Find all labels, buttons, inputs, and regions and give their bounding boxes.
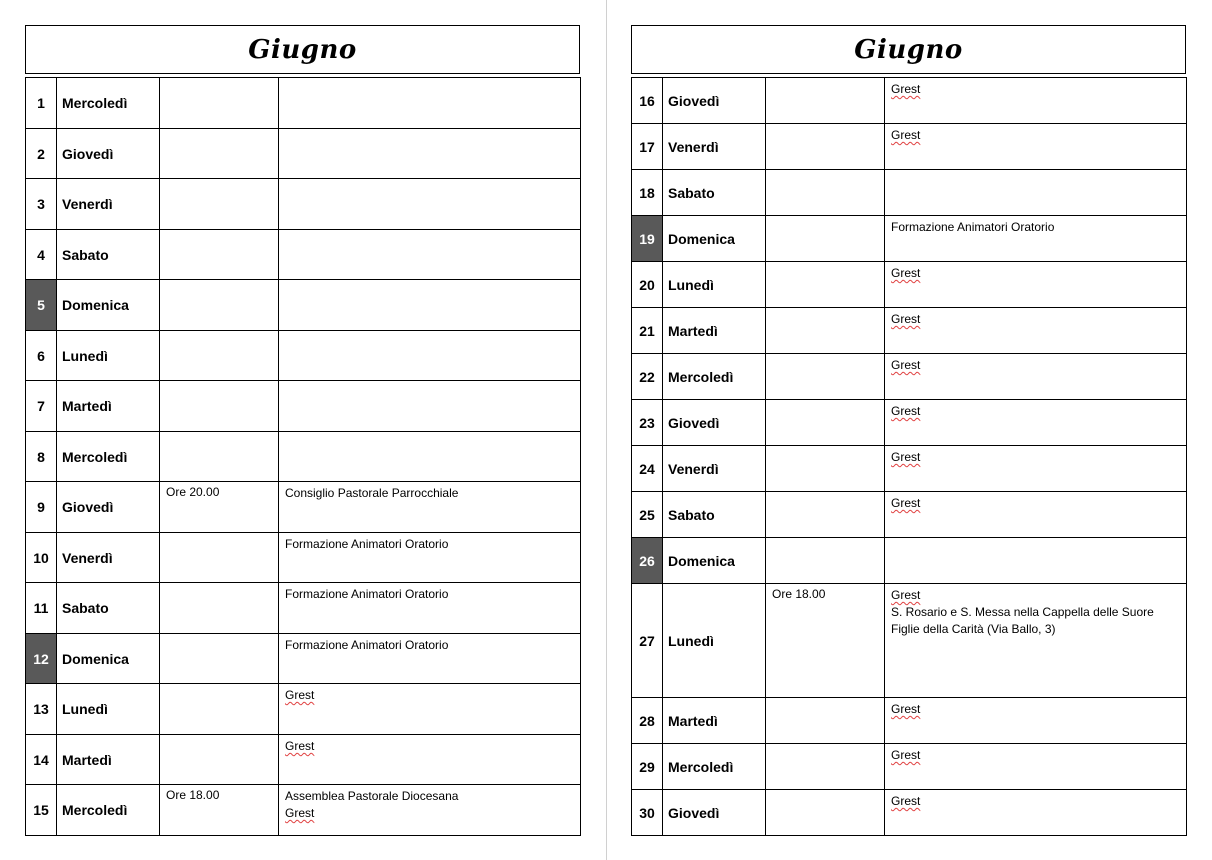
events-cell	[279, 735, 581, 785]
events-cell	[279, 583, 581, 634]
day-row	[632, 354, 1187, 400]
events-cell	[885, 744, 1187, 790]
weekday-name: Lunedì	[663, 584, 766, 698]
day-row	[632, 78, 1187, 124]
day-row	[632, 744, 1187, 790]
right-month-title: Giugno	[854, 34, 963, 65]
day-row	[26, 230, 581, 280]
day-number: 15	[26, 785, 57, 836]
event-time	[766, 124, 885, 170]
event-text: Grest	[891, 702, 921, 716]
weekday-name: Giovedì	[57, 129, 160, 179]
event-time	[160, 634, 279, 684]
event-time	[766, 790, 885, 836]
day-row	[26, 432, 581, 482]
day-row	[26, 280, 581, 331]
left-month-title: Giugno	[248, 34, 357, 65]
event-text: Grest	[891, 450, 921, 464]
events-cell	[279, 280, 581, 331]
events-cell	[885, 78, 1187, 124]
events-cell	[279, 179, 581, 230]
day-row	[26, 331, 581, 381]
day-row	[632, 698, 1187, 744]
day-row	[632, 790, 1187, 836]
events-cell	[279, 230, 581, 280]
event-time	[766, 308, 885, 354]
weekday-name: Sabato	[57, 230, 160, 280]
events-cell	[279, 331, 581, 381]
event-time	[160, 78, 279, 129]
events-cell	[885, 538, 1187, 584]
event-time	[160, 381, 279, 432]
sunday-day-number: 12	[26, 634, 57, 684]
event-text: Grest	[891, 748, 921, 762]
event-time	[766, 446, 885, 492]
weekday-name: Venerdì	[663, 124, 766, 170]
events-cell	[279, 684, 581, 735]
events-cell	[885, 790, 1187, 836]
event-text: Grest	[285, 806, 315, 820]
weekday-name: Domenica	[57, 634, 160, 684]
event-text: Formazione Animatori Oratorio	[285, 638, 449, 652]
sunday-day-number: 26	[632, 538, 663, 584]
event-time: Ore 18.00	[766, 584, 885, 698]
event-text: Consiglio Pastorale Parrocchiale	[285, 486, 459, 500]
event-time	[766, 698, 885, 744]
day-row	[632, 492, 1187, 538]
weekday-name: Sabato	[57, 583, 160, 634]
weekday-name: Sabato	[663, 492, 766, 538]
left-calendar-table	[25, 77, 581, 836]
day-number: 10	[26, 533, 57, 583]
day-number: 7	[26, 381, 57, 432]
event-text: Grest	[891, 82, 921, 96]
day-number: 23	[632, 400, 663, 446]
page-divider	[606, 0, 607, 860]
day-number: 20	[632, 262, 663, 308]
day-row	[632, 538, 1187, 584]
event-time	[766, 538, 885, 584]
events-cell	[885, 216, 1187, 262]
day-number: 3	[26, 179, 57, 230]
day-row	[26, 533, 581, 583]
events-cell	[885, 308, 1187, 354]
day-row	[632, 170, 1187, 216]
events-cell	[279, 634, 581, 684]
event-time	[160, 280, 279, 331]
day-number: 18	[632, 170, 663, 216]
event-text: S. Rosario e S. Messa nella Cappella delle Suore Figlie della Carità (Via Ballo, 3)	[891, 605, 1154, 636]
events-cell	[885, 124, 1187, 170]
day-number: 16	[632, 78, 663, 124]
event-time	[160, 230, 279, 280]
left-title-box	[25, 25, 580, 74]
day-number: 25	[632, 492, 663, 538]
events-cell	[885, 170, 1187, 216]
day-row	[26, 583, 581, 634]
day-row	[26, 129, 581, 179]
event-time	[766, 744, 885, 790]
event-time	[766, 354, 885, 400]
weekday-name: Sabato	[663, 170, 766, 216]
day-row	[26, 381, 581, 432]
day-number: 17	[632, 124, 663, 170]
weekday-name: Giovedì	[57, 482, 160, 533]
day-number: 13	[26, 684, 57, 735]
sunday-day-number: 5	[26, 280, 57, 331]
weekday-name: Giovedì	[663, 400, 766, 446]
event-text: Formazione Animatori Oratorio	[285, 537, 449, 551]
weekday-name: Venerdì	[57, 533, 160, 583]
weekday-name: Martedì	[57, 381, 160, 432]
events-cell	[279, 78, 581, 129]
weekday-name: Mercoledì	[57, 785, 160, 836]
weekday-name: Mercoledì	[57, 78, 160, 129]
event-text: Grest	[891, 358, 921, 372]
weekday-name: Lunedì	[57, 331, 160, 381]
day-number: 4	[26, 230, 57, 280]
weekday-name: Domenica	[663, 538, 766, 584]
events-cell	[279, 533, 581, 583]
events-cell	[279, 482, 581, 533]
event-time: Ore 20.00	[160, 482, 279, 533]
events-cell	[885, 262, 1187, 308]
weekday-name: Mercoledì	[57, 432, 160, 482]
events-cell	[279, 129, 581, 179]
weekday-name: Mercoledì	[663, 744, 766, 790]
day-number: 1	[26, 78, 57, 129]
day-row	[26, 785, 581, 836]
event-time	[160, 331, 279, 381]
weekday-name: Martedì	[57, 735, 160, 785]
day-number: 29	[632, 744, 663, 790]
events-cell	[885, 446, 1187, 492]
event-time	[766, 492, 885, 538]
event-text: Grest	[285, 688, 315, 702]
events-cell	[885, 354, 1187, 400]
right-calendar-table	[631, 77, 1187, 836]
day-number: 21	[632, 308, 663, 354]
weekday-name: Lunedì	[57, 684, 160, 735]
weekday-name: Venerdì	[57, 179, 160, 230]
day-row	[632, 124, 1187, 170]
event-text: Grest	[891, 312, 921, 326]
day-row	[26, 684, 581, 735]
event-time	[766, 78, 885, 124]
event-text: Grest	[891, 128, 921, 142]
day-row	[632, 262, 1187, 308]
weekday-name: Lunedì	[663, 262, 766, 308]
event-text: Grest	[891, 266, 921, 280]
day-number: 24	[632, 446, 663, 492]
day-row	[26, 482, 581, 533]
event-time	[766, 216, 885, 262]
day-number: 6	[26, 331, 57, 381]
events-cell	[885, 400, 1187, 446]
day-row	[26, 735, 581, 785]
event-text: Formazione Animatori Oratorio	[285, 587, 449, 601]
event-time	[160, 735, 279, 785]
weekday-name: Domenica	[57, 280, 160, 331]
event-time	[160, 179, 279, 230]
day-row	[26, 634, 581, 684]
event-time	[766, 400, 885, 446]
day-row	[632, 216, 1187, 262]
event-time	[160, 583, 279, 634]
day-row	[632, 584, 1187, 698]
weekday-name: Giovedì	[663, 78, 766, 124]
day-number: 9	[26, 482, 57, 533]
event-text: Formazione Animatori Oratorio	[891, 220, 1055, 234]
event-time: Ore 18.00	[160, 785, 279, 836]
day-number: 2	[26, 129, 57, 179]
event-time	[766, 170, 885, 216]
day-number: 11	[26, 583, 57, 634]
event-text: Grest	[891, 496, 921, 510]
event-time	[160, 129, 279, 179]
event-time	[160, 684, 279, 735]
event-time	[160, 432, 279, 482]
weekday-name: Venerdì	[663, 446, 766, 492]
day-row	[632, 446, 1187, 492]
day-row	[632, 400, 1187, 446]
events-cell	[279, 381, 581, 432]
events-cell	[885, 584, 1187, 698]
event-text: Grest	[891, 404, 921, 418]
day-number: 22	[632, 354, 663, 400]
day-number: 27	[632, 584, 663, 698]
day-row	[26, 179, 581, 230]
event-text: Grest	[285, 739, 315, 753]
right-title-box	[631, 25, 1186, 74]
events-cell	[885, 698, 1187, 744]
day-row	[26, 78, 581, 129]
events-cell	[279, 432, 581, 482]
event-text: Assemblea Pastorale Diocesana	[285, 789, 459, 803]
event-text: Grest	[891, 588, 921, 602]
weekday-name: Mercoledì	[663, 354, 766, 400]
weekday-name: Giovedì	[663, 790, 766, 836]
day-number: 14	[26, 735, 57, 785]
day-row	[632, 308, 1187, 354]
weekday-name: Martedì	[663, 308, 766, 354]
day-number: 30	[632, 790, 663, 836]
day-number: 8	[26, 432, 57, 482]
events-cell	[885, 492, 1187, 538]
event-time	[766, 262, 885, 308]
sunday-day-number: 19	[632, 216, 663, 262]
event-time	[160, 533, 279, 583]
weekday-name: Martedì	[663, 698, 766, 744]
event-text: Grest	[891, 794, 921, 808]
day-number: 28	[632, 698, 663, 744]
weekday-name: Domenica	[663, 216, 766, 262]
events-cell	[279, 785, 581, 836]
